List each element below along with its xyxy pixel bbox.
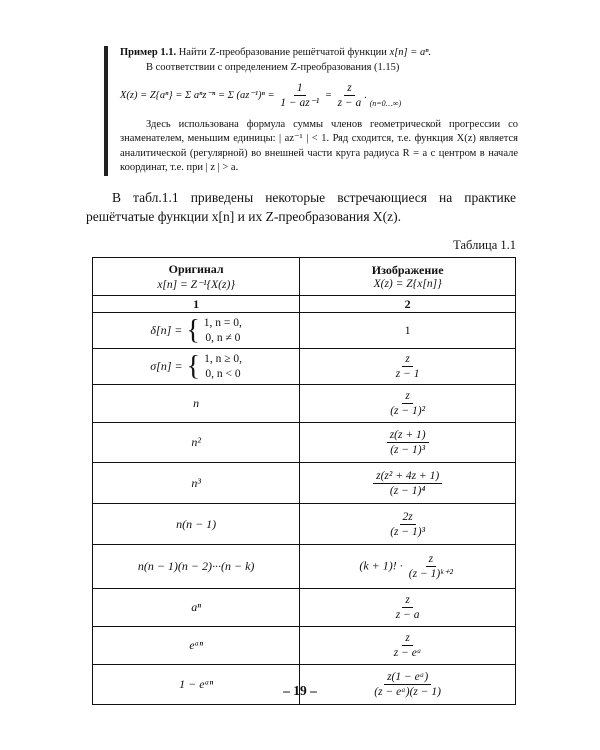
original-cell: eᵃⁿ: [93, 627, 300, 665]
eq-frac1: [277, 81, 322, 110]
header-original-formula: x[n] = Z⁻¹{X(z)}: [157, 279, 235, 291]
image-fraction: [373, 469, 442, 498]
fraction-denominator: (z − 1)³: [390, 444, 426, 456]
column-number-2: 2: [300, 296, 516, 313]
fraction-numerator: z: [426, 552, 436, 567]
example-task: Найти Z-преобразование решётчатой функции: [178, 47, 387, 58]
original-cell: aⁿ: [93, 589, 300, 627]
case-1: 1, n ≥ 0,: [204, 352, 242, 365]
image-cell: 1: [300, 313, 516, 349]
case-2: 0, n < 0: [205, 367, 241, 380]
image-fraction: [387, 428, 429, 457]
fraction-numerator: z(1 − eᵃ): [384, 670, 431, 685]
header-original: [93, 258, 300, 296]
table-row: [93, 463, 516, 504]
image-fraction: [391, 631, 425, 660]
table-numbers-row: [93, 296, 516, 313]
image-cell: [300, 627, 516, 665]
image-cell: [300, 385, 516, 423]
eq-frac1-num: 1: [294, 81, 306, 96]
image-fraction: [393, 352, 423, 381]
original-cell: n: [93, 385, 300, 423]
brace-glyph: {: [186, 314, 200, 346]
image-cell: [300, 545, 516, 589]
fraction-numerator: z(z² + 4z + 1): [373, 469, 442, 484]
table-row: [93, 385, 516, 423]
eq-frac2: [335, 81, 365, 110]
fraction-denominator: (z − 1)⁴: [389, 484, 426, 497]
eq-lhs: X(z) = Z{aⁿ} =: [120, 90, 183, 102]
image-cell: [300, 423, 516, 463]
brace-glyph: {: [186, 350, 201, 382]
fraction-numerator: z(z + 1): [387, 428, 429, 443]
eq-frac2-num: z: [344, 81, 354, 96]
original-cell: [93, 349, 300, 385]
eq-sum-limit-bottom: n=0: [372, 99, 386, 109]
table-row: [93, 423, 516, 463]
original-lhs: δ[n] =: [150, 322, 183, 337]
example-task-func: x[n] = aⁿ.: [389, 47, 432, 58]
fraction-denominator: (z − 1)²: [390, 405, 426, 417]
fraction-numerator: z: [402, 389, 412, 404]
original-cell: n³: [93, 463, 300, 504]
image-cell: [300, 463, 516, 504]
original-cell: n²: [93, 423, 300, 463]
piecewise-cases: [204, 316, 242, 346]
image-fraction: [406, 552, 456, 581]
table-header-row: [93, 258, 516, 296]
header-image-formula: X(z) = Z{x[n]}: [373, 278, 442, 290]
case-2: 0, n ≠ 0: [205, 331, 241, 344]
image-fraction: [387, 389, 428, 418]
fraction-denominator: z − 1: [395, 368, 420, 380]
eq-sum-limit-top: ∞: [392, 99, 399, 109]
column-number-1: 1: [93, 296, 300, 313]
fraction-denominator: z − a: [395, 609, 420, 621]
fraction-numerator: z: [402, 631, 412, 646]
piecewise-cases: [204, 352, 242, 382]
fraction-denominator: (z − eᵃ)(z − 1): [374, 686, 441, 698]
z-transform-table: [92, 257, 516, 705]
fraction-numerator: z: [402, 593, 412, 608]
image-cell: [300, 349, 516, 385]
image-prefix: (k + 1)! ·: [359, 558, 403, 573]
eq-frac2-den: z − a: [337, 97, 362, 110]
intro-paragraph: В табл.1.1 приведены некоторые встречающиеся на практике решётчатые функции x[n] и их Z-преобразования X(z).: [86, 190, 516, 224]
header-original-title: Оригинал: [168, 262, 224, 276]
example-label: Пример 1.1.: [120, 47, 177, 58]
example-equation: X(z) = Z{aⁿ} = Σ aⁿz⁻ⁿ = Σ (az⁻¹)ⁿ = $\frac{1}{\text{1 − az⁻¹}}$ = $\frac{z}{z - a}$ . $_{(n=0\dots\infty)}$: [120, 82, 402, 110]
original-cell: n(n − 1)(n − 2)···(n − k): [93, 545, 300, 589]
header-image-title: Изображение: [371, 263, 444, 277]
header-image: [300, 258, 516, 296]
page-number: – 19 –: [283, 683, 317, 698]
case-1: 1, n = 0,: [203, 316, 242, 329]
original-cell: n(n − 1): [93, 504, 300, 545]
table-caption: Таблица 1.1: [453, 238, 516, 252]
table-row: [93, 627, 516, 665]
original-cell: [93, 313, 300, 349]
fraction-denominator: z − eᵃ: [393, 647, 422, 659]
image-cell: [300, 504, 516, 545]
eq-sum1: Σ aⁿz⁻ⁿ =: [184, 90, 226, 102]
table-row: [93, 313, 516, 349]
fraction-numerator: 2z: [400, 510, 416, 525]
example-line2: В соответствии с определением Z-преобразования (1.15): [146, 61, 400, 73]
fraction-numerator: z: [402, 352, 412, 367]
image-cell: [300, 589, 516, 627]
original-cell: 1 − eᵃⁿ: [93, 665, 300, 705]
example-block: [104, 46, 518, 176]
eq-sum-limits: (n=0…∞): [369, 99, 402, 109]
example-paragraph: Здесь использована формула суммы членов геометрической прогрессии со знаменателем, меньшим единицы: | az⁻¹ | < 1. Ряд сходится, т.е. функция X(z) является аналитической (регулярной) во внешней части круга радиуса R = a с центром в начале координат, т.е. при | z | > a.: [120, 118, 518, 174]
table-row: [93, 349, 516, 385]
fraction-denominator: (z − 1)ᵏ⁺²: [408, 568, 453, 580]
original-lhs: σ[n] =: [150, 358, 183, 373]
table-row: [93, 504, 516, 545]
table-row: [93, 589, 516, 627]
eq-sum2: Σ (az⁻¹)ⁿ =: [227, 90, 275, 102]
image-fraction: [393, 593, 423, 622]
fraction-denominator: (z − 1)³: [390, 525, 426, 538]
image-fraction: [387, 510, 428, 539]
table-row: [93, 545, 516, 589]
eq-frac1-den: 1 − az⁻¹: [280, 97, 320, 110]
